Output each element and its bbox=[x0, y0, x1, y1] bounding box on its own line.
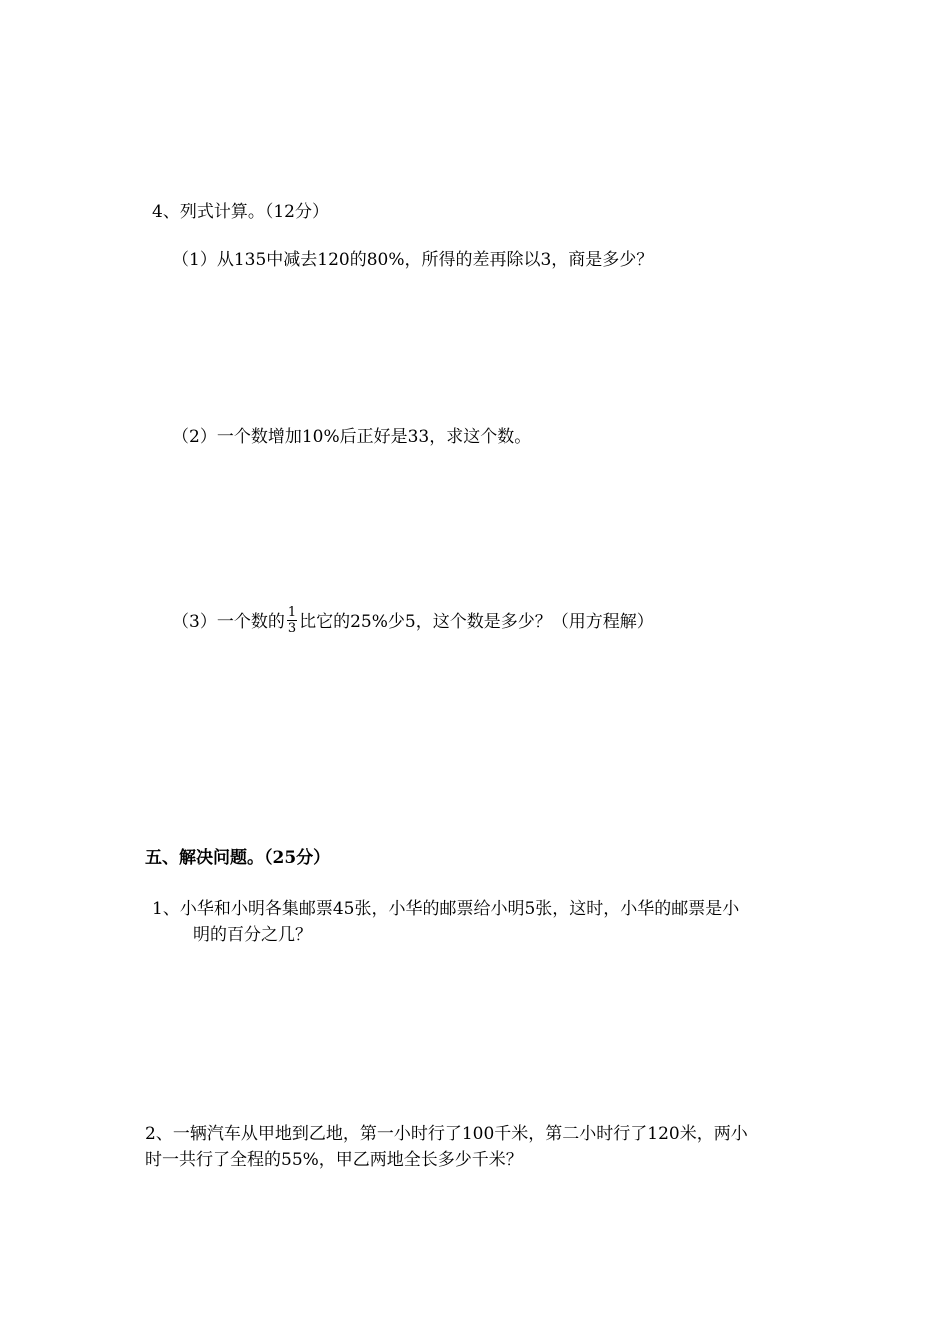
fraction-denominator: 3 bbox=[287, 621, 297, 636]
section-5-heading: 五、解决问题。（25分） bbox=[145, 848, 331, 868]
fraction-numerator: 1 bbox=[287, 605, 297, 620]
section-4-heading: 4、列式计算。（12分） bbox=[152, 202, 329, 222]
question-1: （1）从135中减去120的80%，所得的差再除以3，商是多少？ bbox=[172, 250, 654, 270]
problem-1-line-1: 1、小华和小明各集邮票45张，小华的邮票给小明5张，这时，小华的邮票是小 bbox=[152, 899, 740, 919]
question-3-text-before: （3）一个数的 bbox=[172, 612, 285, 632]
problem-2-line-2: 时一共行了全程的55%，甲乙两地全长多少千米？ bbox=[145, 1150, 523, 1170]
question-3 bbox=[172, 607, 654, 638]
problem-2-line-1: 2、一辆汽车从甲地到乙地，第一小时行了100千米，第二小时行了120米，两小 bbox=[145, 1124, 748, 1144]
question-3-text-after: 比它的25%少5，这个数是多少？（用方程解） bbox=[299, 612, 654, 632]
fraction-one-third bbox=[287, 605, 297, 636]
problem-1-line-2: 明的百分之几？ bbox=[193, 925, 312, 945]
question-2: （2）一个数增加10%后正好是33，求这个数。 bbox=[172, 427, 532, 447]
